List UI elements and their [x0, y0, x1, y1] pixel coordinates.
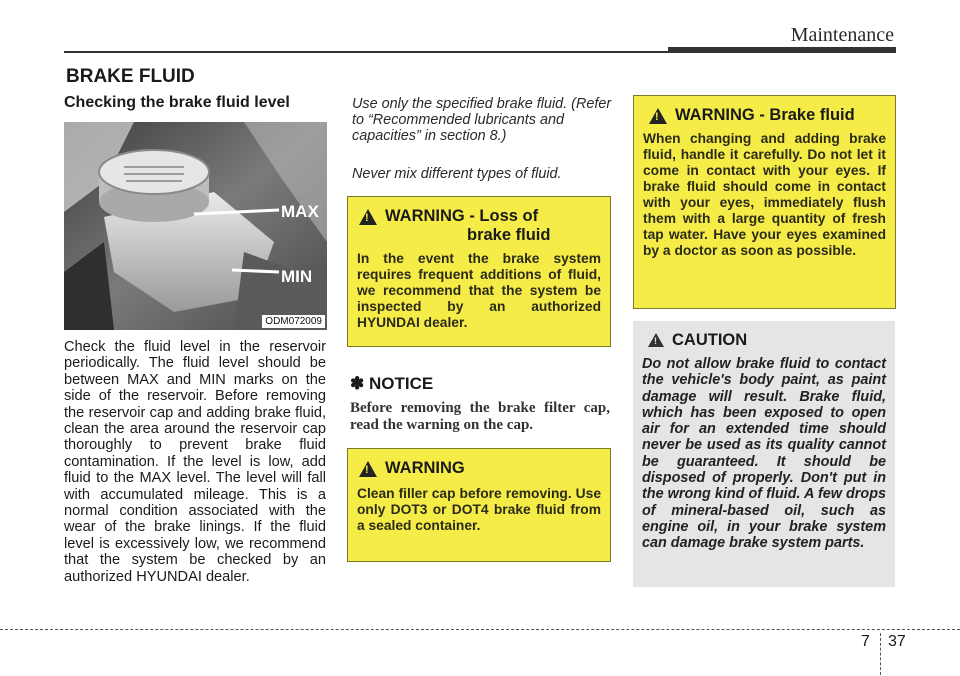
warning-loss-title-1: WARNING - Loss of	[385, 207, 539, 225]
warning-triangle-icon	[359, 209, 377, 225]
caution-header	[648, 331, 886, 350]
warning-handling-title-suffix: Brake fluid	[769, 106, 855, 124]
notice-title: ✽ NOTICE	[350, 374, 434, 393]
warning-loss-box	[347, 196, 611, 347]
header-rule-accent	[668, 47, 896, 53]
chapter-number: 7	[861, 633, 870, 650]
running-header: Maintenance	[790, 24, 894, 46]
page-separator	[880, 633, 882, 675]
min-label: MIN	[281, 267, 313, 286]
section-title: BRAKE FLUID	[66, 66, 195, 87]
reservoir-illustration	[64, 122, 327, 330]
warning-handling-text: When changing and adding brake fluid, handle it carefully. Do not let it come in contact with your eyes. If brake fluid should come in contact with your eyes, immediately flush them with a large quantity of fresh tap water. Have your eyes examined by a doctor as soon as possible.	[643, 131, 886, 258]
warning-cap-title: WARNING	[385, 459, 465, 477]
figure-code: ODM072009	[262, 315, 325, 328]
warning-handling-box	[633, 95, 896, 309]
specified-fluid-note: Use only the specified brake fluid. (Refer to “Recommended lubricants and capacities” in section 8.)	[352, 96, 612, 144]
notice-text: Before removing the brake filter cap, read the warning on the cap.	[350, 400, 610, 433]
warning-triangle-icon	[359, 461, 377, 477]
caution-triangle-icon	[648, 333, 664, 347]
warning-handling-title-prefix: WARNING -	[675, 106, 770, 124]
caution-title: CAUTION	[672, 331, 748, 349]
warning-loss-header	[359, 207, 601, 245]
warning-triangle-icon	[649, 108, 667, 124]
caution-box	[633, 321, 895, 587]
warning-handling-header	[649, 106, 886, 125]
warning-cap-box	[347, 448, 611, 562]
warning-cap-header	[359, 459, 601, 478]
brake-reservoir-photo	[64, 122, 327, 330]
warning-loss-title-2: brake fluid	[467, 226, 551, 244]
warning-loss-text: In the event the brake system requires frequent additions of fluid, we recommend that the system be inspected by an authorized HYUNDAI dealer.	[357, 251, 601, 330]
never-mix-note: Never mix different types of fluid.	[352, 166, 562, 182]
warning-cap-text: Clean filler cap before removing. Use only DOT3 or DOT4 brake fluid from a sealed container.	[357, 486, 601, 533]
page-number: 37	[888, 633, 906, 650]
max-label: MAX	[281, 202, 319, 221]
body-paragraph: Check the fluid level in the reservoir periodically. The fluid level should be between MAX and MIN marks on the side of the reservoir. Before removing the reservoir cap and adding brake fluid, clean the area around the reservoir cap thoroughly to prevent brake fluid contamination. If the level is low, add fluid to the MAX level. The level will fall with accumulated mileage. This is a normal condition associated with the wear of the brake linings. If the fluid level is excessively low, we recommend that the system be checked by an authorized HYUNDAI dealer.	[64, 339, 326, 585]
footer-rule	[0, 629, 960, 630]
subsection-title: Checking the brake fluid level	[64, 94, 290, 111]
caution-text: Do not allow brake fluid to contact the vehicle's body paint, as paint damage will result. Brake fluid, which has been exposed to open air for an extended time should never be used as its quality cannot be guaranteed. It should be disposed of properly. Don't put in the wrong kind of fluid. A few drops of mineral-based oil, such as engine oil, in your brake system can damage brake system parts.	[642, 356, 886, 552]
header-rule	[64, 51, 668, 53]
